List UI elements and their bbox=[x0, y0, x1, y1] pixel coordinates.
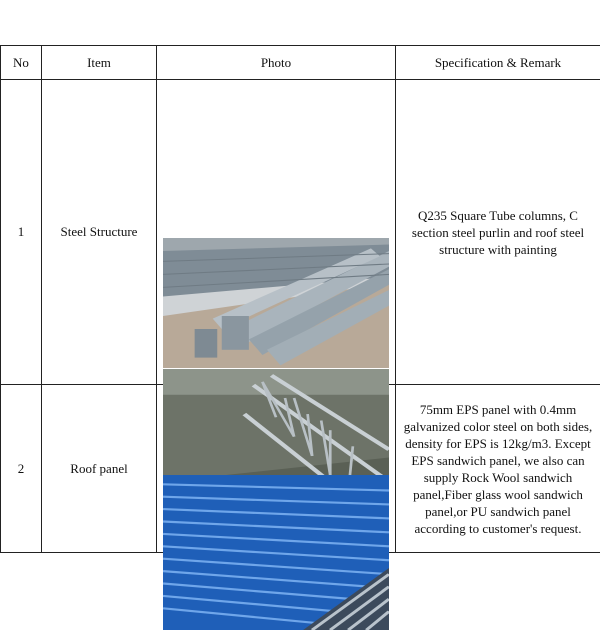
row-spec bbox=[396, 385, 600, 553]
specification-table bbox=[0, 45, 600, 553]
steel-members-photo bbox=[163, 238, 389, 368]
spec-text: Q235 Square Tube columns, C section steel purlin and roof steel structure with painting bbox=[396, 207, 600, 258]
row-spec bbox=[396, 80, 600, 385]
table-row bbox=[1, 80, 600, 385]
row-item: Steel Structure bbox=[42, 80, 157, 385]
row-photo-cell bbox=[157, 80, 396, 385]
spec-text: 75mm EPS panel with 0.4mm galvanized color steel on both sides, density for EPS is 12kg/m3. Except EPS sandwich panel, we also can supply Rock Wool sandwich panel,Fiber glass wool sandwich panel,or PU sandwich panel according to customer's request. bbox=[396, 401, 600, 537]
row-number: 2 bbox=[1, 385, 42, 553]
roof-panel-photo bbox=[163, 475, 389, 630]
header-no: No bbox=[1, 46, 42, 80]
row-item: Roof panel bbox=[42, 385, 157, 553]
header-spec: Specification & Remark bbox=[396, 46, 600, 80]
row-number: 1 bbox=[1, 80, 42, 385]
header-photo: Photo bbox=[157, 46, 396, 80]
header-item: Item bbox=[42, 46, 157, 80]
table-header-row bbox=[1, 46, 600, 80]
